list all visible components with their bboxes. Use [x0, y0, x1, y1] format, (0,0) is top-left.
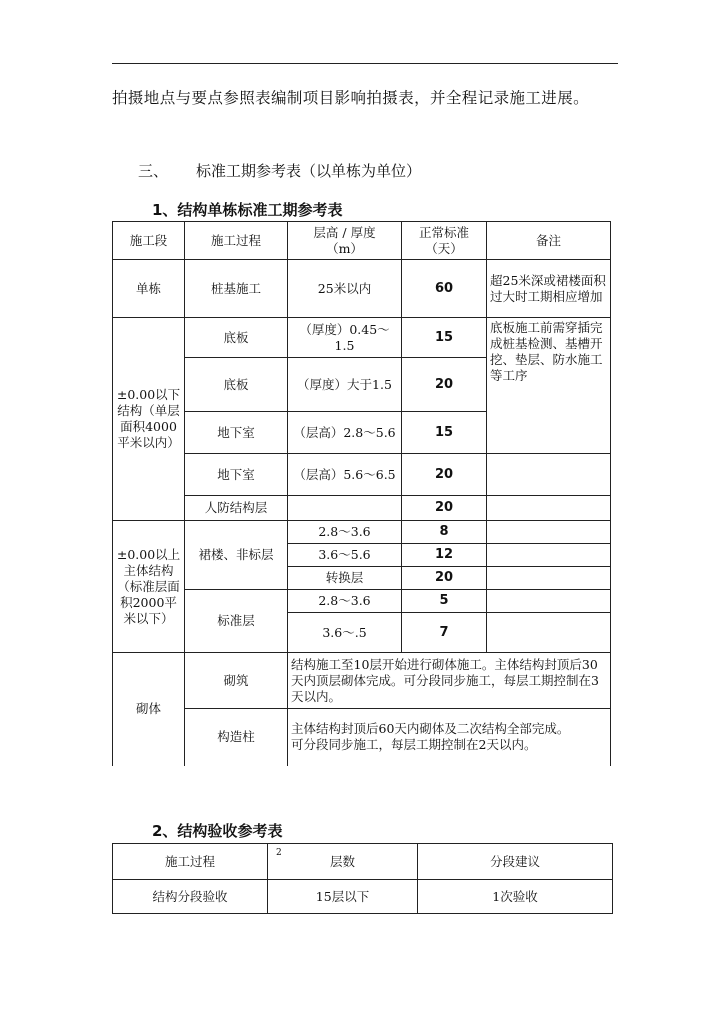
days-cell: 20 — [402, 567, 487, 590]
remark-cell — [487, 496, 611, 521]
days-cell: 20 — [402, 496, 487, 521]
spec-cell: 2.8～3.6 — [288, 521, 402, 544]
days-cell: 12 — [402, 544, 487, 567]
table-row — [113, 521, 611, 544]
spec-cell: 转换层 — [288, 567, 402, 590]
stage-cell: ±0.00以下结构（单层面积4000平米以内） — [113, 318, 185, 521]
table-row — [113, 653, 611, 709]
table-row — [113, 318, 611, 358]
intro-paragraph: 拍摄地点与要点参照表编制项目影响拍摄表，并全程记录施工进展。 — [112, 89, 590, 107]
process-cell: 地下室 — [185, 412, 288, 454]
header-suggestion: 分段建议 — [418, 844, 613, 880]
process-cell: 构造柱 — [185, 709, 288, 766]
table-row — [113, 454, 611, 496]
header-days-line1: 正常标准 — [418, 224, 469, 240]
top-rule — [112, 63, 618, 64]
process-cell: 裙楼、非标层 — [185, 521, 288, 590]
remark-cell — [487, 521, 611, 544]
days-cell: 8 — [402, 521, 487, 544]
masonry-text-cell: 结构施工至10层开始进行砌体施工。主体结构封顶后30天内顶层砌体完成。可分段同步施工，每层工期控制在3天以内。 — [288, 653, 611, 709]
days-cell: 20 — [402, 358, 487, 412]
process-cell: 砌筑 — [185, 653, 288, 709]
days-cell: 20 — [402, 454, 487, 496]
process-cell: 底板 — [185, 318, 288, 358]
stage-cell: 单栋 — [113, 260, 185, 318]
remark-cell — [487, 613, 611, 653]
days-cell: 60 — [402, 260, 487, 318]
spec-cell: （层高）2.8～5.6 — [288, 412, 402, 454]
masonry-text-line1: 主体结构封顶后60天内砌体及二次结构全部完成。 — [291, 721, 570, 737]
table1-heading: 1、结构单栋标准工期参考表 — [152, 201, 343, 219]
spec-cell: 25米以内 — [288, 260, 402, 318]
spec-cell — [288, 496, 402, 521]
process-cell: 标准层 — [185, 590, 288, 653]
days-cell: 15 — [402, 412, 487, 454]
remark-cell — [487, 544, 611, 567]
section-title: 标准工期参考表（以单栋为单位） — [196, 162, 422, 180]
remark-cell: 底板施工前需穿插完成桩基检测、基槽开挖、垫层、防水施工等工序 — [487, 318, 611, 454]
header-process: 施工过程 — [185, 222, 288, 260]
process-cell: 桩基施工 — [185, 260, 288, 318]
table-header-row — [113, 222, 611, 260]
table-row — [113, 880, 613, 914]
spec-cell: （厚度）大于1.5 — [288, 358, 402, 412]
header-thickness-line1: 层高 / 厚度 — [313, 224, 376, 240]
process-cell: 结构分段验收 — [113, 880, 268, 914]
header-process: 施工过程 — [113, 844, 268, 880]
header-thickness-line2: （m） — [326, 240, 363, 256]
floors-cell: 15层以下 — [268, 880, 418, 914]
spec-cell: 2.8～3.6 — [288, 590, 402, 613]
days-cell: 7 — [402, 613, 487, 653]
table-row — [113, 709, 611, 766]
suggestion-cell: 1次验收 — [418, 880, 613, 914]
process-cell: 底板 — [185, 358, 288, 412]
section-3-heading — [138, 160, 421, 181]
table2-heading: 2、结构验收参考表 — [152, 822, 283, 840]
header-floors: 层数 — [268, 844, 418, 880]
spec-cell: （厚度）0.45～1.5 — [288, 318, 402, 358]
header-remark: 备注 — [487, 222, 611, 260]
remark-cell — [487, 454, 611, 496]
table-header-row — [113, 844, 613, 880]
page-number: 2 — [276, 848, 282, 858]
spec-cell: 3.6～5.6 — [288, 544, 402, 567]
remark-cell — [487, 567, 611, 590]
table-row — [113, 590, 611, 613]
remark-cell: 超25米深或裙楼面积过大时工期相应增加 — [487, 260, 611, 318]
acceptance-table — [112, 843, 613, 914]
header-days-line2: （天） — [425, 240, 463, 256]
stage-cell: 砌体 — [113, 653, 185, 766]
section-number: 三、 — [138, 162, 169, 180]
stage-cell: ±0.00以上主体结构（标准层面积2000平米以下） — [113, 521, 185, 653]
days-cell: 5 — [402, 590, 487, 613]
remark-cell — [487, 590, 611, 613]
header-days — [402, 222, 487, 260]
process-cell: 地下室 — [185, 454, 288, 496]
header-thickness — [288, 222, 402, 260]
process-cell: 人防结构层 — [185, 496, 288, 521]
spec-cell: 3.6～.5 — [288, 613, 402, 653]
masonry-text-line2: 可分段同步施工，每层工期控制在2天以内。 — [291, 737, 537, 753]
spec-cell: （层高）5.6～6.5 — [288, 454, 402, 496]
table-row — [113, 496, 611, 521]
schedule-table — [112, 221, 611, 766]
masonry-text-cell — [288, 709, 611, 766]
header-stage: 施工段 — [113, 222, 185, 260]
days-cell: 15 — [402, 318, 487, 358]
table-row — [113, 260, 611, 318]
